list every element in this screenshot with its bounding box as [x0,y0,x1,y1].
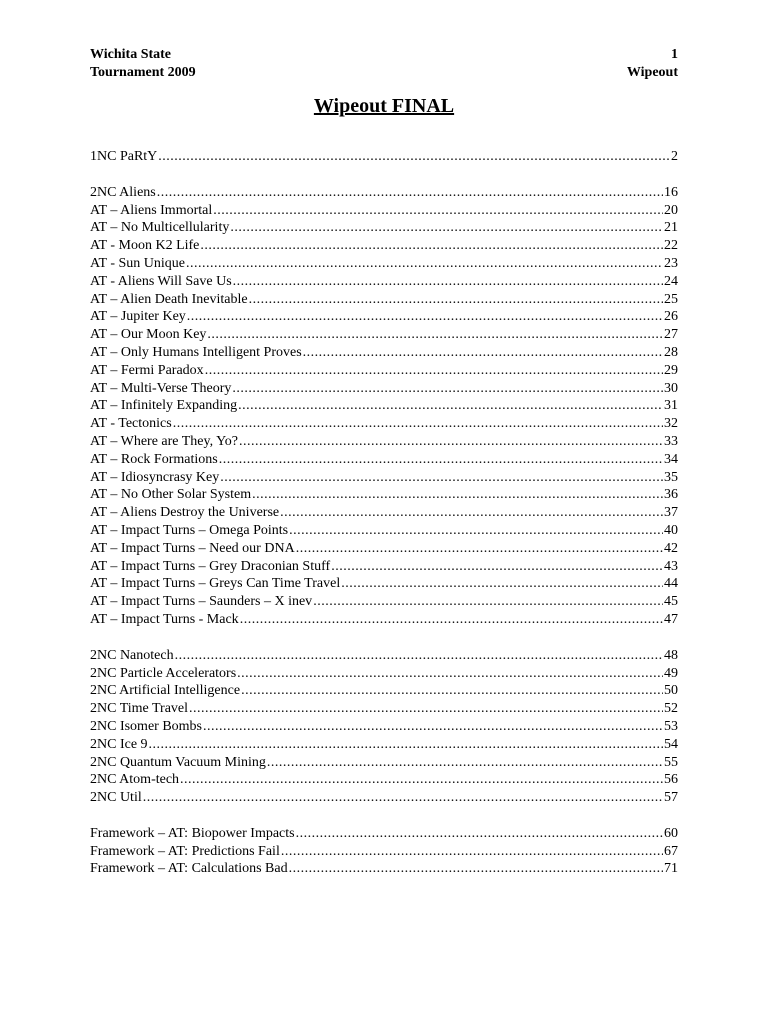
toc-dot-leader [175,647,663,665]
toc-entry-page: 27 [664,327,678,343]
toc-entry[interactable] [90,184,678,202]
toc-entry-title: AT – Aliens Immortal [90,202,213,218]
toc-entry[interactable] [90,308,678,326]
toc-dot-leader [289,860,663,878]
toc-entry-title: 2NC Artificial Intelligence [90,683,241,699]
page-header [90,44,678,82]
toc-entry-title: AT – Rock Formations [90,451,218,467]
toc-entry[interactable] [90,540,678,558]
toc-dot-leader [186,255,663,273]
header-right [627,46,678,82]
toc-entry-page: 60 [664,825,678,841]
toc-entry-title: Framework – AT: Calculations Bad [90,861,288,877]
toc-entry-page: 29 [664,362,678,378]
toc-dot-leader [296,540,663,558]
toc-entry-page: 26 [664,309,678,325]
toc-entry-title: AT - Tectonics [90,416,172,432]
toc-entry-title: AT – Idiosyncrasy Key [90,469,220,485]
toc-entry[interactable] [90,148,678,166]
toc-entry-page: 20 [664,202,678,218]
toc-entry[interactable] [90,397,678,415]
toc-entry-page: 71 [664,861,678,877]
toc-dot-leader [157,184,663,202]
toc-entry[interactable] [90,647,678,665]
toc-dot-leader [252,486,663,504]
toc-dot-leader [240,611,663,629]
toc-dot-leader [180,771,663,789]
toc-entry-page: 37 [664,505,678,521]
toc-entry-page: 22 [664,238,678,254]
toc-entry[interactable] [90,860,678,878]
toc-entry-page: 24 [664,273,678,289]
toc-entry-page: 42 [664,540,678,556]
toc-entry-page: 36 [664,487,678,503]
page-number: 1 [671,47,678,62]
toc-entry[interactable] [90,575,678,593]
toc-dot-leader [230,219,663,237]
toc-entry-title: AT – Fermi Paradox [90,362,204,378]
toc-entry-title: Framework – AT: Biopower Impacts [90,825,295,841]
toc-entry-page: 45 [664,594,678,610]
toc-entry[interactable] [90,273,678,291]
toc-entry-page: 21 [664,220,678,236]
toc-entry[interactable] [90,700,678,718]
toc-entry[interactable] [90,202,678,220]
toc-entry[interactable] [90,469,678,487]
toc-entry[interactable] [90,558,678,576]
toc-dot-leader [296,825,663,843]
tournament-name: Tournament 2009 [90,65,196,80]
toc-group [90,148,678,166]
toc-entry[interactable] [90,486,678,504]
toc-entry-page: 56 [664,772,678,788]
toc-entry-title: AT - Moon K2 Life [90,238,200,254]
toc-entry-page: 53 [664,718,678,734]
toc-entry-page: 31 [664,398,678,414]
toc-entry-title: AT – Aliens Destroy the Universe [90,505,280,521]
toc-entry[interactable] [90,255,678,273]
toc-dot-leader [233,273,663,291]
toc-dot-leader [219,451,663,469]
toc-entry[interactable] [90,237,678,255]
toc-entry[interactable] [90,344,678,362]
page-title: Wipeout FINAL [313,95,455,117]
toc-entry-page: 2 [671,149,678,164]
toc-group [90,647,678,807]
toc-entry[interactable] [90,611,678,629]
toc-entry[interactable] [90,843,678,861]
toc-entry-title: AT - Aliens Will Save Us [90,273,232,289]
toc-entry[interactable] [90,593,678,611]
toc-entry-page: 48 [664,647,678,663]
toc-dot-leader [280,504,663,522]
toc-dot-leader [267,754,663,772]
toc-entry-page: 49 [664,665,678,681]
toc-dot-leader [213,202,663,220]
toc-dot-leader [249,291,663,309]
toc-entry-page: 67 [664,843,678,859]
toc-entry[interactable] [90,504,678,522]
toc-entry[interactable] [90,718,678,736]
toc-entry-page: 35 [664,469,678,485]
toc-entry-title: AT – Where are They, Yo? [90,433,239,449]
toc-entry[interactable] [90,771,678,789]
toc-entry[interactable] [90,789,678,807]
toc-entry-page: 23 [664,255,678,271]
toc-entry-page: 44 [664,576,678,592]
toc-dot-leader [203,718,663,736]
toc-entry-page: 50 [664,683,678,699]
toc-entry[interactable] [90,665,678,683]
toc-entry-title: AT – Impact Turns – Need our DNA [90,540,295,556]
toc-entry[interactable] [90,219,678,237]
toc-dot-leader [143,789,663,807]
toc-entry[interactable] [90,522,678,540]
toc-entry[interactable] [90,433,678,451]
toc-entry[interactable] [90,825,678,843]
toc-entry-title: AT – Infinitely Expanding [90,398,238,414]
toc-dot-leader [205,362,663,380]
toc-entry[interactable] [90,291,678,309]
toc-dot-leader [237,665,663,683]
toc-dot-leader [200,237,663,255]
toc-entry[interactable] [90,362,678,380]
toc-entry[interactable] [90,736,678,754]
toc-entry-page: 33 [664,433,678,449]
toc-dot-leader [341,575,663,593]
toc-entry-title: AT – No Multicellularity [90,220,230,236]
toc-entry-title: AT – Impact Turns – Omega Points [90,522,289,538]
toc-entry-title: AT – Multi-Verse Theory [90,380,232,396]
toc-dot-leader [207,326,663,344]
toc-entry-page: 25 [664,291,678,307]
toc-entry-title: AT – Our Moon Key [90,327,207,343]
toc-entry-page: 30 [664,380,678,396]
toc-entry-title: AT – Impact Turns - Mack [90,611,239,627]
toc-entry-title: AT – No Other Solar System [90,487,252,503]
toc-dot-leader [239,433,663,451]
toc-entry[interactable] [90,682,678,700]
toc-group [90,825,678,878]
school-name: Wichita State [90,47,172,62]
toc-entry-page: 43 [664,558,678,574]
toc-entry-page: 54 [664,736,678,752]
toc-dot-leader [303,344,663,362]
toc-entry-title: 2NC Isomer Bombs [90,718,202,734]
toc-entry-page: 32 [664,416,678,432]
toc-entry-title: AT – Impact Turns – Greys Can Time Travel [90,576,341,592]
toc-entry-page: 55 [664,754,678,770]
toc-dot-leader [232,380,663,398]
toc-entry-page: 40 [664,522,678,538]
toc-entry-title: AT – Only Humans Intelligent Proves [90,344,302,360]
document-page [90,44,678,896]
toc-entry-page: 57 [664,790,678,806]
toc-dot-leader [238,397,663,415]
file-name: Wipeout [626,65,678,80]
toc-dot-leader [220,469,663,487]
toc-dot-leader [313,593,663,611]
toc-entry-title: AT – Impact Turns – Saunders – X inev [90,594,313,610]
toc-entry-title: AT – Jupiter Key [90,309,186,325]
toc-entry-title: Framework – AT: Predictions Fail [90,843,280,859]
toc-group [90,184,678,629]
toc-entry-title: 2NC Quantum Vacuum Mining [90,754,266,770]
toc-entry-page: 52 [664,701,678,717]
toc-entry[interactable] [90,380,678,398]
toc-dot-leader [187,308,663,326]
table-of-contents [90,148,678,878]
header-left [90,46,196,82]
toc-dot-leader [289,522,663,540]
toc-entry-title: 2NC Atom-tech [90,772,180,788]
toc-entry[interactable] [90,415,678,433]
toc-dot-leader [281,843,663,861]
toc-dot-leader [149,736,663,754]
toc-entry-title: AT – Impact Turns – Grey Draconian Stuff [90,558,331,574]
toc-dot-leader [189,700,663,718]
toc-entry-title: 2NC Ice 9 [90,736,148,752]
toc-entry-title: 1NC PaRtY [90,149,158,164]
toc-entry-title: 2NC Time Travel [90,701,189,717]
toc-entry-title: AT – Alien Death Inevitable [90,291,248,307]
toc-entry[interactable] [90,326,678,344]
toc-dot-leader [331,558,663,576]
toc-entry-page: 34 [664,451,678,467]
toc-entry-title: 2NC Util [90,790,142,806]
toc-dot-leader [241,682,663,700]
toc-dot-leader [158,148,670,166]
toc-entry-title: 2NC Nanotech [90,647,174,663]
toc-entry-page: 16 [664,184,678,200]
toc-entry[interactable] [90,451,678,469]
toc-entry[interactable] [90,754,678,772]
toc-entry-page: 47 [664,611,678,627]
toc-entry-title: 2NC Aliens [90,184,156,200]
toc-dot-leader [173,415,663,433]
toc-entry-title: AT - Sun Unique [90,255,186,271]
toc-entry-page: 28 [664,344,678,360]
toc-entry-title: 2NC Particle Accelerators [90,665,237,681]
